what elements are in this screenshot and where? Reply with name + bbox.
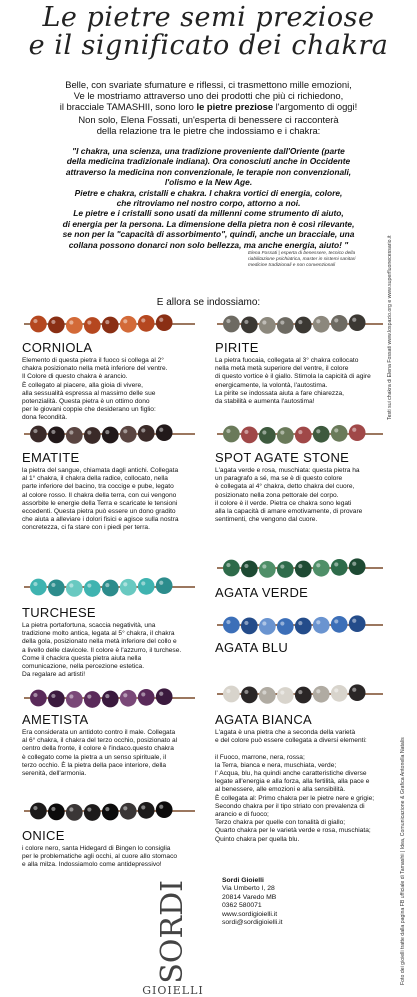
bead-highlight bbox=[352, 688, 356, 692]
bead bbox=[138, 425, 155, 442]
desc-line: il colore è il verde. Pietra ce chakra sono legati bbox=[215, 499, 352, 507]
bead-highlight bbox=[334, 428, 338, 432]
bead-highlight bbox=[226, 563, 230, 567]
bead bbox=[223, 686, 240, 703]
contact-block bbox=[222, 877, 283, 927]
bead bbox=[259, 687, 276, 704]
signature-name: Elena Fossati bbox=[248, 251, 278, 256]
bead bbox=[349, 684, 366, 701]
bead bbox=[349, 314, 366, 331]
bead-highlight bbox=[262, 430, 266, 434]
bead-highlight bbox=[51, 320, 55, 324]
desc-line: sentimenti, che vengono dal cuore. bbox=[215, 516, 318, 524]
bead bbox=[331, 616, 348, 633]
bead-highlight bbox=[159, 581, 163, 585]
signature-line: riabilitazione psichiatrica, master in sistemi sanitari bbox=[248, 257, 356, 263]
bead-highlight bbox=[141, 428, 145, 432]
contact-city: 20814 Varedo MB bbox=[222, 893, 277, 901]
bead bbox=[223, 316, 240, 333]
bead-highlight bbox=[105, 583, 109, 587]
bead bbox=[102, 427, 119, 444]
bead bbox=[277, 317, 294, 334]
stone-name-ematite: EMATITE bbox=[22, 450, 80, 465]
bracelet-svg bbox=[215, 557, 385, 579]
bead-highlight bbox=[69, 583, 73, 587]
bead-highlight bbox=[33, 806, 37, 810]
stone-name-agata-verde: AGATA VERDE bbox=[215, 585, 309, 600]
bracelet-spot-agate bbox=[215, 423, 385, 445]
desc-line: Quarto chakra per le varietà verde e rosa, muschiata; bbox=[215, 827, 371, 835]
bead-highlight bbox=[334, 619, 338, 623]
bead bbox=[156, 801, 173, 818]
bead-highlight bbox=[352, 428, 356, 432]
desc-line: e alla milza. Indossiamolo come antidepressivo! bbox=[22, 861, 162, 869]
contact-website[interactable]: www.sordigioielli.it bbox=[222, 910, 278, 918]
bead-highlight bbox=[105, 694, 109, 698]
bead-highlight bbox=[87, 430, 91, 434]
intro-paragraph bbox=[22, 79, 395, 136]
bead-highlight bbox=[69, 430, 73, 434]
desc-line: L'agata è una pietra che a seconda della varietà bbox=[215, 729, 356, 736]
bead-highlight bbox=[51, 583, 55, 587]
bead-highlight bbox=[51, 807, 55, 811]
title-line-2: e il significato dei chakra bbox=[28, 30, 389, 61]
bead bbox=[313, 316, 330, 333]
stone-name-turchese: TURCHESE bbox=[22, 605, 96, 620]
bead bbox=[295, 618, 312, 635]
bead bbox=[331, 425, 348, 442]
desc-line: nella metà metà superiore del ventre, il colore bbox=[215, 365, 349, 373]
intro-text: l'argomento di oggi! bbox=[273, 101, 358, 112]
bead bbox=[241, 617, 258, 634]
quote-line: "I chakra, una scienza, una tradizione proveniente dall'Oriente (parte bbox=[72, 146, 345, 156]
bead-highlight bbox=[280, 564, 284, 568]
desc-line: è collegata al 4° chakra, detto chakra del cuore, bbox=[215, 483, 355, 491]
bracelet-ametista bbox=[22, 687, 197, 709]
desc-line: i colore nero, santa Hidegard di Bingen lo consiglia bbox=[22, 845, 171, 852]
bead-highlight bbox=[159, 692, 163, 696]
bracelet-ematite bbox=[22, 423, 197, 445]
bead-highlight bbox=[141, 318, 145, 322]
bead bbox=[102, 691, 119, 708]
bead bbox=[241, 316, 258, 333]
bead bbox=[66, 691, 83, 708]
intro-line: Non solo, Elena Fossati, un'esperta di benessere ci racconterà bbox=[78, 114, 339, 125]
bead bbox=[138, 578, 155, 595]
quote-line: attraverso la medicina non convenzionale, le terapie non convenzionali, bbox=[65, 166, 352, 177]
desc-line: potenzialità. Questa pietra è un ottimo dono bbox=[22, 398, 150, 406]
bead bbox=[223, 617, 240, 634]
desc-line: È collegata al: Primo chakra per le pietre nere e grigie; bbox=[215, 794, 375, 802]
desc-line: un paragrafo a sé, ma se è di questo colore bbox=[215, 475, 343, 483]
signature bbox=[248, 251, 398, 270]
bracelet-agata-bianca bbox=[215, 683, 385, 705]
bead bbox=[277, 687, 294, 704]
bead bbox=[138, 802, 155, 819]
stone-desc-corniola bbox=[22, 357, 197, 423]
bead-highlight bbox=[316, 429, 320, 433]
bead bbox=[66, 580, 83, 597]
bead-highlight bbox=[87, 320, 91, 324]
bead-highlight bbox=[123, 806, 127, 810]
bead bbox=[313, 560, 330, 577]
contact-phone: 0362 580071 bbox=[222, 902, 262, 910]
desc-line: di questo vortice è il giallo. Stimola la capicità di agire bbox=[215, 373, 371, 381]
bead bbox=[259, 561, 276, 578]
bead bbox=[138, 315, 155, 332]
bead-highlight bbox=[352, 318, 356, 322]
bead bbox=[84, 691, 101, 708]
desc-line: Il Colore di questo chakra è arancio. bbox=[22, 373, 128, 381]
bead bbox=[259, 618, 276, 635]
bead-highlight bbox=[280, 621, 284, 625]
intro-bold: le pietre preziose bbox=[196, 101, 274, 112]
bracelet-agata-blu bbox=[215, 614, 385, 636]
bead-highlight bbox=[141, 805, 145, 809]
intro-line: Ve le mostriamo attraverso uno dei prodotti che più ci richiedono, bbox=[73, 90, 344, 101]
desc-line: La pietra portafortuna, scaccia negatività, una bbox=[22, 622, 156, 629]
bead-highlight bbox=[51, 430, 55, 434]
desc-line: centro della fronte, il colore è l'indaco.questo chakra bbox=[22, 745, 174, 753]
stone-desc-ematite bbox=[22, 467, 197, 533]
bead bbox=[331, 685, 348, 702]
bead bbox=[66, 317, 83, 334]
intro-line: della relazione tra le pietre che indossiamo e i chakra: bbox=[96, 125, 321, 136]
bead bbox=[349, 424, 366, 441]
bead-highlight bbox=[334, 318, 338, 322]
desc-line: il Fuoco, marrone, nera, rossa; bbox=[215, 753, 305, 761]
bead bbox=[277, 427, 294, 444]
intro-line: Belle, con svariate sfumature e riflessi, ci trasmettono mille emozioni, bbox=[65, 79, 352, 90]
bead-highlight bbox=[123, 693, 127, 697]
bead bbox=[313, 686, 330, 703]
desc-line: terzo occhio. È la pietra della pace interiore, della bbox=[22, 761, 167, 769]
bead bbox=[30, 426, 47, 443]
quote-line: che ritroviamo nel nostro corpo, attorno a noi. bbox=[116, 198, 301, 209]
bead-highlight bbox=[280, 320, 284, 324]
bead bbox=[277, 618, 294, 635]
bead bbox=[241, 560, 258, 577]
stone-desc-agata-bianca bbox=[215, 729, 387, 844]
bead bbox=[102, 317, 119, 334]
bracelet-pirite bbox=[215, 313, 385, 335]
bead-highlight bbox=[262, 621, 266, 625]
stone-name-spot-agate: SPOT AGATE STONE bbox=[215, 450, 350, 465]
bead-highlight bbox=[123, 429, 127, 433]
stone-name-onice: ONICE bbox=[22, 828, 65, 843]
stone-name-agata-bianca: AGATA BIANCA bbox=[215, 712, 313, 727]
bead bbox=[66, 804, 83, 821]
desc-line: È collegato al piacere, alla gioia di vivere, bbox=[22, 381, 143, 389]
bead-highlight bbox=[69, 320, 73, 324]
bracelet-svg bbox=[22, 423, 197, 445]
bead bbox=[156, 314, 173, 331]
intro-line bbox=[22, 101, 395, 112]
bead bbox=[30, 579, 47, 596]
desc-line: che aiuta a alleviare i dolori fisici e agisce sulla nostra bbox=[22, 516, 179, 524]
bead-highlight bbox=[352, 562, 356, 566]
bead bbox=[295, 427, 312, 444]
desc-line: l' Acqua, blu, ha quindi anche caratteristiche diverse bbox=[215, 770, 367, 778]
desc-line bbox=[215, 745, 387, 753]
desc-line: e del colore può essere collegata a diversi elementi: bbox=[215, 737, 367, 745]
desc-line: comunicazione, nella percezione estetica. bbox=[22, 663, 145, 671]
bead bbox=[349, 558, 366, 575]
bead-highlight bbox=[69, 807, 73, 811]
bead-highlight bbox=[280, 690, 284, 694]
bead bbox=[259, 317, 276, 334]
bead-highlight bbox=[262, 690, 266, 694]
desc-line: Era considerata un antidoto contro il male. Collegata bbox=[22, 729, 176, 736]
bead bbox=[120, 316, 137, 333]
bead-highlight bbox=[298, 320, 302, 324]
bead bbox=[331, 315, 348, 332]
bead-highlight bbox=[280, 430, 284, 434]
bead-highlight bbox=[105, 807, 109, 811]
bracelet-svg bbox=[215, 313, 385, 335]
desc-line: tradizione molto antica, legata al 5° chakra, il chakra bbox=[22, 630, 175, 638]
bead bbox=[156, 424, 173, 441]
quote-line: se non per la "capacità di assorbimento", quindi, anche un bracciale, una bbox=[62, 229, 355, 240]
bead bbox=[66, 427, 83, 444]
desc-line: la pietra del sangue, chiamata dagli antichi. Collegata bbox=[22, 467, 179, 474]
quote-line: Pietre e chakra, cristalli e chakra. I chakra vortici di energia, colore, bbox=[74, 187, 343, 198]
signature-line: medicine tradizionali e non convenzionali bbox=[248, 263, 336, 269]
desc-line: arancio e di fuoco; bbox=[215, 811, 269, 819]
stone-desc-onice bbox=[22, 845, 197, 870]
bracelet-svg bbox=[22, 687, 197, 709]
bead-highlight bbox=[316, 689, 320, 693]
side-credit-text: Testi sui chakra di Elena Fossati www.lospazio.org e www.superfluonecessario.it bbox=[387, 235, 393, 420]
stone-desc-spot-agate bbox=[215, 467, 390, 524]
desc-line: concretezza, ci fa stare con i piedi per terra. bbox=[22, 524, 150, 532]
quote-line: di energia per la persona. La dimensione della pietra non è così rilevante, bbox=[62, 218, 355, 229]
bracelet-svg bbox=[215, 614, 385, 636]
bead bbox=[48, 690, 65, 707]
logo-subtitle: GIOIELLI bbox=[142, 983, 204, 997]
bead-highlight bbox=[352, 619, 356, 623]
bead bbox=[102, 580, 119, 597]
desc-line: La pirite se indossata aiuta a fare chiarezza, bbox=[215, 389, 345, 397]
bead-highlight bbox=[33, 693, 37, 697]
bead-highlight bbox=[87, 807, 91, 811]
bead bbox=[120, 690, 137, 707]
bead-highlight bbox=[33, 582, 37, 586]
desc-line: La pietra fuocaia, collegata al 3° chakra collocato bbox=[215, 357, 359, 364]
bead-highlight bbox=[87, 694, 91, 698]
bead-highlight bbox=[334, 688, 338, 692]
bead-highlight bbox=[226, 429, 230, 433]
stone-name-agata-blu: AGATA BLU bbox=[215, 640, 289, 655]
desc-line: Elemento di questa pietra il fuoco si collega al 2° bbox=[22, 357, 164, 364]
bead-highlight bbox=[298, 430, 302, 434]
bead-highlight bbox=[159, 805, 163, 809]
bead bbox=[295, 687, 312, 704]
side-credit-text-2: Foto dei gioielli tratte dalla pagina FB ufficiale di Tamashii | Idea, Comunicazione & Grafica Antonella Natalis bbox=[400, 737, 406, 985]
desc-line: Come il chackra questa pietra aiuta nella bbox=[22, 654, 142, 662]
desc-line: legate all'energia e alla forza, alla fertilità, alla pace e bbox=[215, 778, 370, 786]
desc-line: Quinto chakra per quella blu. bbox=[215, 835, 300, 843]
bead bbox=[120, 803, 137, 820]
desc-line: a livello delle clavicole. Il colore è l'azzurro, il turchese. bbox=[22, 646, 182, 654]
desc-line: dona fecondità. bbox=[22, 414, 68, 422]
bracelet-turchese bbox=[22, 576, 197, 598]
bead-highlight bbox=[262, 320, 266, 324]
bead bbox=[102, 804, 119, 821]
bead-highlight bbox=[298, 621, 302, 625]
desc-line: parte inferiore del bacino, tra coccige e pube, legato bbox=[22, 483, 174, 491]
bracelet-svg bbox=[22, 576, 197, 598]
bead bbox=[48, 803, 65, 820]
desc-line: Secondo chakra per il tipo striato con prevalenza di bbox=[215, 802, 365, 810]
bead-highlight bbox=[226, 319, 230, 323]
contact-address: Via Umberto I, 28 bbox=[222, 885, 275, 893]
intro-text: il bracciale TAMASHII, sono loro bbox=[59, 101, 197, 112]
bead bbox=[120, 426, 137, 443]
bead-highlight bbox=[33, 429, 37, 433]
bead bbox=[138, 689, 155, 706]
bracelet-onice bbox=[22, 800, 197, 822]
desc-line: per le problematiche agli occhi, al cuore allo stomaco bbox=[22, 853, 178, 861]
bead-highlight bbox=[262, 564, 266, 568]
desc-line: energicamente, la volontà, l'autostima. bbox=[215, 381, 328, 389]
desc-line: serenità, dell'armonia. bbox=[22, 770, 87, 778]
bead-highlight bbox=[298, 564, 302, 568]
bead-highlight bbox=[123, 319, 127, 323]
stone-desc-turchese bbox=[22, 622, 197, 679]
title-line-1: Le pietre semi preziose bbox=[42, 2, 375, 33]
desc-line: posizionato nella zona pettorale del corpo. bbox=[215, 491, 339, 499]
bead bbox=[84, 580, 101, 597]
quote-line: collana possono donarci non solo bellezza, ma anche energia, aiuto! " bbox=[68, 239, 349, 250]
desc-line: assorbite le energie della Terra e scaricate le tensioni bbox=[22, 499, 178, 507]
stone-name-pirite: PIRITE bbox=[215, 340, 259, 355]
bracelet-corniola bbox=[22, 313, 197, 335]
quote-line: l'olismo e la New Age. bbox=[164, 177, 253, 188]
bead bbox=[30, 690, 47, 707]
bead bbox=[295, 561, 312, 578]
bead-highlight bbox=[33, 319, 37, 323]
bead bbox=[156, 688, 173, 705]
bead-highlight bbox=[159, 428, 163, 432]
bead-highlight bbox=[87, 583, 91, 587]
bead bbox=[30, 803, 47, 820]
bead-highlight bbox=[244, 430, 248, 434]
desc-line: al 6° chakra, il chakra del terzo occhio, posizionato al bbox=[22, 737, 178, 745]
desc-line: della gola, posizionato nella metà inferiore del collo e bbox=[22, 638, 177, 646]
bead-highlight bbox=[141, 692, 145, 696]
stone-desc-pirite bbox=[215, 357, 390, 406]
bracelet-svg bbox=[22, 313, 197, 335]
desc-line: chakra posizionato nella metà inferiore del ventre. bbox=[22, 365, 168, 373]
bead-highlight bbox=[159, 318, 163, 322]
bead bbox=[48, 426, 65, 443]
bead bbox=[84, 317, 101, 334]
bead bbox=[120, 579, 137, 596]
bead-highlight bbox=[244, 621, 248, 625]
bead-highlight bbox=[141, 581, 145, 585]
bead-highlight bbox=[298, 690, 302, 694]
stone-desc-ametista bbox=[22, 729, 197, 778]
bead bbox=[223, 426, 240, 443]
bead bbox=[223, 560, 240, 577]
bead bbox=[48, 579, 65, 596]
bead bbox=[259, 427, 276, 444]
bead-highlight bbox=[316, 319, 320, 323]
desc-line: alla sessualità espressa al massimo delle sue bbox=[22, 389, 156, 397]
desc-line: al colore rosso. Il chakra della terra, con cui vengono bbox=[22, 491, 177, 499]
bead bbox=[84, 427, 101, 444]
stone-name-corniola: CORNIOLA bbox=[22, 340, 93, 355]
bead-highlight bbox=[123, 582, 127, 586]
quote-line: della medicina tradizionale indiana). Ora conosciuti anche in Occidente bbox=[66, 156, 351, 167]
logo-wordmark: SORDI bbox=[155, 880, 190, 984]
bead-highlight bbox=[105, 430, 109, 434]
desc-line: da stabilità e aumenta l'autostima! bbox=[215, 398, 315, 406]
bead bbox=[331, 559, 348, 576]
bead bbox=[295, 317, 312, 334]
bead-highlight bbox=[244, 690, 248, 694]
desc-line: è collegato come la pietra a un senso spirituale, il bbox=[22, 753, 167, 761]
bracelet-svg bbox=[215, 683, 385, 705]
contact-email[interactable]: sordi@sordigioielli.it bbox=[222, 919, 283, 927]
desc-line: al benessere, alle emozioni e alla sensibilità. bbox=[215, 786, 346, 794]
signature-text: | esperta di benessere, tecnico della bbox=[277, 251, 356, 256]
bead-highlight bbox=[69, 694, 73, 698]
desc-line: eccedenti. Questa pietra può essere un dono gradito bbox=[22, 508, 176, 516]
bead bbox=[30, 316, 47, 333]
bead bbox=[313, 426, 330, 443]
bead-highlight bbox=[334, 562, 338, 566]
sordi-logo bbox=[138, 880, 208, 997]
contact-name: Sordi Gioielli bbox=[222, 877, 264, 884]
bead bbox=[156, 577, 173, 594]
bead bbox=[84, 804, 101, 821]
bead bbox=[277, 561, 294, 578]
bead-highlight bbox=[51, 694, 55, 698]
bead bbox=[241, 426, 258, 443]
desc-line: Da regalare ad artisti! bbox=[22, 671, 86, 679]
bracelet-svg bbox=[215, 423, 385, 445]
stone-name-ametista: AMETISTA bbox=[22, 712, 89, 727]
bead-highlight bbox=[244, 564, 248, 568]
section-subhead: E allora se indossiamo: bbox=[156, 297, 261, 308]
bead-highlight bbox=[316, 563, 320, 567]
quote-block bbox=[20, 146, 397, 250]
desc-line: L'agata verde e rosa, muschiata: questa pietra ha bbox=[215, 467, 360, 474]
bead-highlight bbox=[226, 689, 230, 693]
bead bbox=[313, 617, 330, 634]
bead bbox=[349, 615, 366, 632]
desc-line: Terzo chakra per quelle con tonalità di giallo; bbox=[215, 819, 346, 827]
desc-line: la Terra, bianca e nera, muschiata, verde; bbox=[215, 761, 337, 769]
bead-highlight bbox=[105, 320, 109, 324]
bead-highlight bbox=[244, 320, 248, 324]
desc-line: alla la capacità di amare emotivamente, di provare bbox=[215, 508, 363, 516]
desc-line: per le giovani coppie che desiderano un figlio: bbox=[22, 406, 156, 414]
desc-line: al 1° chakra, il chakra della radice, collocato, nella bbox=[22, 475, 168, 483]
bead-highlight bbox=[226, 620, 230, 624]
bead-highlight bbox=[316, 620, 320, 624]
bead bbox=[241, 686, 258, 703]
quote-line: Le pietre e i cristalli sono usati da millenni come strumento di aiuto, bbox=[73, 208, 344, 219]
bracelet-agata-verde bbox=[215, 557, 385, 579]
bead bbox=[48, 316, 65, 333]
bracelet-svg bbox=[22, 800, 197, 822]
